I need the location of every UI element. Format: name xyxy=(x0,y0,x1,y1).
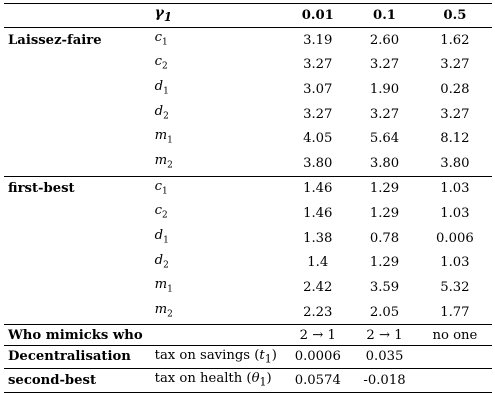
variable-cell xyxy=(151,201,285,226)
value-cell: 0.28 xyxy=(440,81,470,97)
value-cell: 2.60 xyxy=(369,32,400,48)
variable-subscript: 2 xyxy=(163,260,169,271)
decentral-tax-cell xyxy=(151,345,285,369)
variable-subscript: 1 xyxy=(167,284,173,295)
value-cell: 2.05 xyxy=(351,300,418,325)
tax-symbol: t xyxy=(259,347,265,363)
value-cell: 1.4 xyxy=(307,255,329,271)
variable-cell xyxy=(151,226,285,251)
decentral-row xyxy=(4,345,492,369)
value-cell: 1.46 xyxy=(303,206,333,222)
value-cell: 3.07 xyxy=(303,81,333,97)
value-cell: 3.59 xyxy=(369,280,400,296)
mimick-row xyxy=(4,325,492,345)
table-row xyxy=(4,226,492,251)
variable-cell xyxy=(151,251,285,276)
gamma-subscript: 1 xyxy=(163,9,173,24)
value-cell: 5.32 xyxy=(440,280,470,296)
tax-subscript: 1 xyxy=(264,352,272,366)
section-label-empty xyxy=(4,226,151,251)
variable-symbol: $m_2$ xyxy=(154,153,173,171)
value-cell: 3.80 xyxy=(369,155,400,171)
section-label-empty xyxy=(4,251,151,276)
variable-symbol: $c_2$ xyxy=(154,203,168,221)
variable-cell xyxy=(151,176,285,201)
secondbest-tax-cell xyxy=(151,369,285,393)
value-cell: 3.27 xyxy=(440,106,470,122)
secondbest-row xyxy=(4,369,492,393)
variable-symbol: $c_2$ xyxy=(154,54,168,73)
header-empty-cell xyxy=(4,4,151,28)
value-cell: 2.42 xyxy=(303,280,333,296)
table-row xyxy=(4,275,492,300)
tax-suffix: ) xyxy=(271,347,277,363)
value-cell: 3.19 xyxy=(303,32,333,48)
section-label-empty xyxy=(4,275,151,300)
value-cell: 1.03 xyxy=(440,255,470,271)
variable-symbol: $m_1$ xyxy=(154,128,173,146)
mimick-value: no one xyxy=(418,325,492,345)
table-row xyxy=(4,27,492,52)
mimick-value: 2 → 1 xyxy=(351,325,418,345)
col-header-1: 0.01 xyxy=(284,4,351,28)
variable-symbol: $d_2$ xyxy=(154,252,169,271)
variable-cell xyxy=(151,151,285,176)
section-label-empty xyxy=(4,126,151,151)
variable-symbol: $d_1$ xyxy=(154,79,169,97)
value-cell: 8.12 xyxy=(440,131,470,147)
variable-cell xyxy=(151,77,285,102)
secondbest-value: -0.018 xyxy=(351,369,418,393)
tax-symbol: θ xyxy=(251,371,260,387)
value-cell: 1.29 xyxy=(351,176,418,201)
value-cell: 4.05 xyxy=(303,131,333,147)
variable-subscript: 1 xyxy=(167,136,173,146)
value-cell: 1.62 xyxy=(440,32,470,48)
table-row xyxy=(4,201,492,226)
variable-subscript: 1 xyxy=(162,37,168,48)
section-label-empty xyxy=(4,300,151,325)
variable-subscript: 2 xyxy=(167,309,173,320)
value-cell: 1.77 xyxy=(418,300,492,325)
table-row xyxy=(4,77,492,102)
results-table-body xyxy=(4,4,492,393)
value-cell: 3.27 xyxy=(303,106,333,122)
variable-subscript: 1 xyxy=(162,186,168,197)
value-cell: 1.38 xyxy=(303,230,333,246)
section-label-empty xyxy=(4,151,151,176)
variable-symbol: $d_1$ xyxy=(154,227,169,246)
gamma-symbol: γ xyxy=(154,5,164,21)
variable-subscript: 2 xyxy=(162,210,168,221)
table-row xyxy=(4,52,492,77)
decentral-label: Decentralisation xyxy=(4,345,151,369)
variable-subscript: 1 xyxy=(163,235,169,246)
value-cell: 3.27 xyxy=(369,57,400,73)
results-table xyxy=(4,3,492,393)
value-cell: 3.27 xyxy=(440,57,470,73)
table-row xyxy=(4,251,492,276)
secondbest-value: 0.0574 xyxy=(284,369,351,393)
section-label-empty xyxy=(4,201,151,226)
table-row xyxy=(4,300,492,325)
secondbest-label: second-best xyxy=(4,369,151,393)
variable-cell xyxy=(151,126,285,151)
tax-subscript: 1 xyxy=(259,375,267,389)
variable-cell xyxy=(151,300,285,325)
value-cell: 5.64 xyxy=(369,131,400,147)
section-label: first-best xyxy=(4,176,151,201)
section-label-empty xyxy=(4,52,151,77)
mimick-value: 2 → 1 xyxy=(284,325,351,345)
value-cell: 1.46 xyxy=(284,176,351,201)
tax-suffix: ) xyxy=(266,371,272,387)
variable-cell xyxy=(151,275,285,300)
variable-subscript: 2 xyxy=(162,62,168,73)
header-row xyxy=(4,4,492,28)
section-label: Laissez-faire xyxy=(8,32,102,48)
variable-symbol: $m_2$ xyxy=(154,301,173,320)
variable-symbol: $m_1$ xyxy=(154,277,173,295)
decentral-value: 0.035 xyxy=(351,345,418,369)
tax-prefix: tax on savings ( xyxy=(154,347,260,363)
value-cell: 1.90 xyxy=(369,81,400,97)
decentral-value: 0.0006 xyxy=(284,345,351,369)
gamma-header xyxy=(151,4,285,28)
value-cell: 1.03 xyxy=(440,206,470,222)
col-header-3: 0.5 xyxy=(418,4,492,28)
value-cell: 0.006 xyxy=(436,230,474,246)
variable-subscript: 2 xyxy=(167,160,173,171)
variable-cell xyxy=(151,27,285,52)
value-cell: 3.80 xyxy=(440,155,470,171)
mimick-label: Who mimicks who xyxy=(4,325,284,345)
value-cell: 1.29 xyxy=(369,255,400,271)
table-row xyxy=(4,126,492,151)
variable-cell xyxy=(151,102,285,127)
value-cell: 3.27 xyxy=(369,106,400,122)
decentral-value xyxy=(418,345,492,369)
section-label-empty xyxy=(4,77,151,102)
value-cell: 3.80 xyxy=(303,155,333,171)
value-cell: 1.29 xyxy=(369,206,400,222)
table-row xyxy=(4,151,492,176)
table-row xyxy=(4,102,492,127)
section-label-empty xyxy=(4,102,151,127)
variable-symbol: $c_1$ xyxy=(154,29,168,48)
value-cell: 2.23 xyxy=(284,300,351,325)
variable-subscript: 1 xyxy=(163,86,169,97)
variable-subscript: 2 xyxy=(163,111,169,122)
value-cell: 3.27 xyxy=(303,57,333,73)
value-cell: 1.03 xyxy=(418,176,492,201)
variable-symbol: $c_1$ xyxy=(154,178,168,197)
table-row xyxy=(4,176,492,201)
col-header-2: 0.1 xyxy=(351,4,418,28)
variable-cell xyxy=(151,52,285,77)
secondbest-value xyxy=(418,369,492,393)
value-cell: 0.78 xyxy=(369,230,400,246)
variable-symbol: $d_2$ xyxy=(154,103,169,122)
tax-prefix: tax on health ( xyxy=(154,371,252,387)
